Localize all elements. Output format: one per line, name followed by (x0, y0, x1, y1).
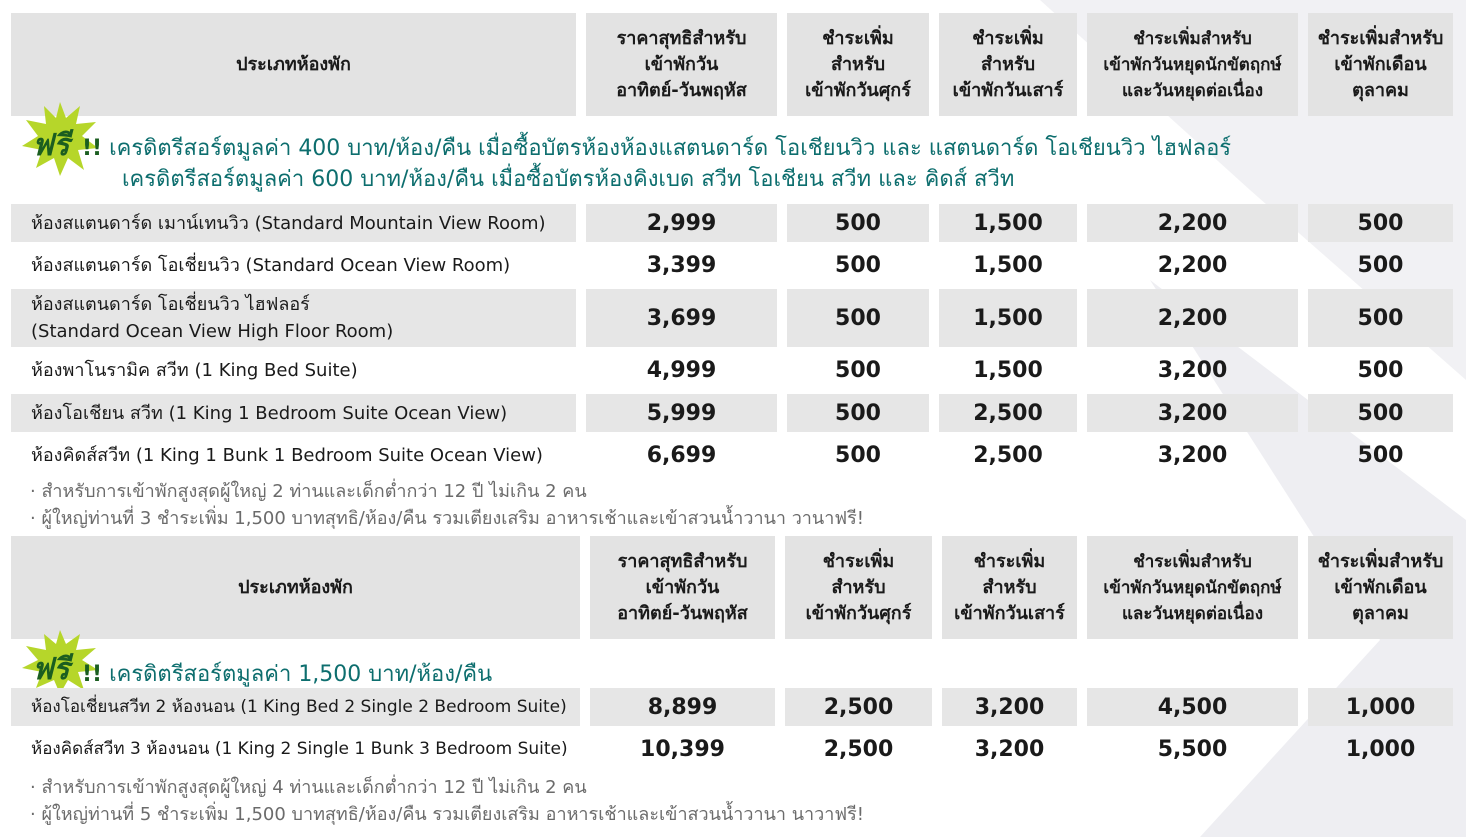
table-cell-price: 6,699 (646, 442, 717, 468)
table-row-name: ห้องโอเชียน สวีท (1 King 1 Bedroom Suite Ocean View) (11, 394, 576, 432)
table-cell-saturday: 2,500 (939, 394, 1077, 432)
table-cell-friday: 500 (835, 357, 881, 383)
table-cell-october: 500 (1357, 252, 1404, 278)
table-cell-friday: 2,500 (823, 736, 894, 762)
table-cell-holiday: 5,500 (1157, 736, 1228, 762)
table-cell-holiday: 3,200 (1087, 394, 1298, 432)
table-cell-price: 3,399 (646, 252, 717, 278)
header-friday: ชำระเพิ่ม สำหรับ เข้าพักวันศุกร์ (787, 13, 929, 116)
note-occupancy: · สำหรับการเข้าพักสูงสุดผู้ใหญ่ 4 ท่านและเด็กต่ำกว่า 12 ปี ไม่เกิน 2 คน (30, 777, 587, 798)
table-cell-saturday: 3,200 (974, 736, 1045, 762)
table-cell-october: 500 (1308, 204, 1453, 242)
header-saturday: ชำระเพิ่ม สำหรับ เข้าพักวันเสาร์ (939, 13, 1077, 116)
header-room-type: ประเภทห้องพัก (11, 13, 576, 116)
table-row-name: ห้องสแตนดาร์ด โอเชี่ยนวิว (Standard Ocean View Room) (31, 254, 511, 276)
table-cell-price: 3,699 (586, 289, 777, 347)
table-cell-friday: 500 (835, 252, 881, 278)
table-cell-holiday: 2,200 (1087, 204, 1298, 242)
promo-line-2: เครดิตรีสอร์ตมูลค่า 600 บาท/ห้อง/คืน เมื่อซื้อบัตรห้องคิงเบด สวีท โอเชียน สวีท และ คิดส์ สวีท (122, 167, 1015, 192)
table-cell-saturday: 1,500 (939, 204, 1077, 242)
header-holiday: ชำระเพิ่มสำหรับ เข้าพักวันหยุดนักขัตฤกษ์ และวันหยุดต่อเนื่อง (1087, 13, 1298, 116)
table-row-name: ห้องโอเชี่ยนสวีท 2 ห้องนอน (1 King Bed 2 Single 2 Bedroom Suite) (11, 688, 580, 726)
header-october: ชำระเพิ่มสำหรับ เข้าพักเดือน ตุลาคม (1308, 13, 1453, 116)
table-cell-october: 1,000 (1308, 688, 1453, 726)
table-cell-holiday: 4,500 (1087, 688, 1298, 726)
table-cell-price: 10,399 (640, 736, 725, 762)
header-holiday: ชำระเพิ่มสำหรับ เข้าพักวันหยุดนักขัตฤกษ์ และวันหยุดต่อเนื่อง (1087, 536, 1298, 639)
table-cell-october: 500 (1357, 442, 1404, 468)
table-cell-friday: 500 (787, 289, 929, 347)
table-cell-friday: 2,500 (785, 688, 932, 726)
table-cell-holiday: 3,200 (1157, 442, 1228, 468)
table-row-name: ห้องสแตนดาร์ด โอเชี่ยนวิว ไฮฟลอร์ (Standard Ocean View High Floor Room) (11, 289, 576, 347)
table-row-name: ห้องคิดส์สวีท (1 King 1 Bunk 1 Bedroom Suite Ocean View) (31, 444, 543, 466)
table-cell-holiday: 3,200 (1157, 357, 1228, 383)
table-cell-october: 500 (1308, 289, 1453, 347)
note-extra-adult: · ผู้ใหญ่ท่านที่ 3 ชำระเพิ่ม 1,500 บาทสุทธิ/ห้อง/คืน รวมเตียงเสริม อาหารเช้าและเข้าสวนน้ำวานา วานาฟรี! (30, 508, 864, 529)
free-badge-text: ฟรี (32, 652, 70, 687)
table-cell-saturday: 1,500 (973, 357, 1043, 383)
note-occupancy: · สำหรับการเข้าพักสูงสุดผู้ใหญ่ 2 ท่านและเด็กต่ำกว่า 12 ปี ไม่เกิน 2 คน (30, 481, 587, 502)
table-row-name: ห้องพาโนรามิค สวีท (1 King Bed Suite) (31, 359, 358, 381)
table-cell-price: 5,999 (586, 394, 777, 432)
table-cell-holiday: 2,200 (1157, 252, 1228, 278)
table-cell-saturday: 1,500 (939, 289, 1077, 347)
promo-line-1: !! เครดิตรีสอร์ตมูลค่า 1,500 บาท/ห้อง/คืน (82, 662, 493, 687)
table-cell-saturday: 3,200 (942, 688, 1077, 726)
table-row-name: ห้องคิดส์สวีท 3 ห้องนอน (1 King 2 Single 1 Bunk 3 Bedroom Suite) (31, 738, 568, 759)
header-saturday: ชำระเพิ่ม สำหรับ เข้าพักวันเสาร์ (942, 536, 1077, 639)
table-cell-saturday: 2,500 (973, 442, 1043, 468)
table-cell-price: 4,999 (646, 357, 717, 383)
table-cell-price: 2,999 (586, 204, 777, 242)
promo-line-1: !! เครดิตรีสอร์ตมูลค่า 400 บาท/ห้อง/คืน เมื่อซื้อบัตรห้องห้องแสตนดาร์ด โอเชียนวิว และ แสตนดาร์ด โอเชียนวิว ไฮฟลอร์ (82, 136, 1232, 161)
table-cell-october: 500 (1308, 394, 1453, 432)
free-badge-text: ฟรี (32, 128, 70, 163)
header-october: ชำระเพิ่มสำหรับ เข้าพักเดือน ตุลาคม (1308, 536, 1453, 639)
header-room-type: ประเภทห้องพัก (11, 536, 580, 639)
table-cell-friday: 500 (835, 442, 881, 468)
table-cell-price: 8,899 (590, 688, 775, 726)
table-cell-friday: 500 (787, 204, 929, 242)
table-cell-saturday: 1,500 (973, 252, 1043, 278)
header-net-price: ราคาสุทธิสำหรับ เข้าพักวัน อาทิตย์-วันพฤหัส (590, 536, 775, 639)
table-cell-october: 1,000 (1345, 736, 1416, 762)
note-extra-adult: · ผู้ใหญ่ท่านที่ 5 ชำระเพิ่ม 1,500 บาทสุทธิ/ห้อง/คืน รวมเตียงเสริม อาหารเช้าและเข้าสวนน้ำวานา นาวาฟรี! (30, 804, 864, 825)
header-net-price: ราคาสุทธิสำหรับ เข้าพักวัน อาทิตย์-วันพฤหัส (586, 13, 777, 116)
header-friday: ชำระเพิ่ม สำหรับ เข้าพักวันศุกร์ (785, 536, 932, 639)
table-cell-friday: 500 (787, 394, 929, 432)
table-cell-october: 500 (1357, 357, 1404, 383)
table-row-name: ห้องสแตนดาร์ด เมาน์เทนวิว (Standard Mountain View Room) (11, 204, 576, 242)
table-cell-holiday: 2,200 (1087, 289, 1298, 347)
